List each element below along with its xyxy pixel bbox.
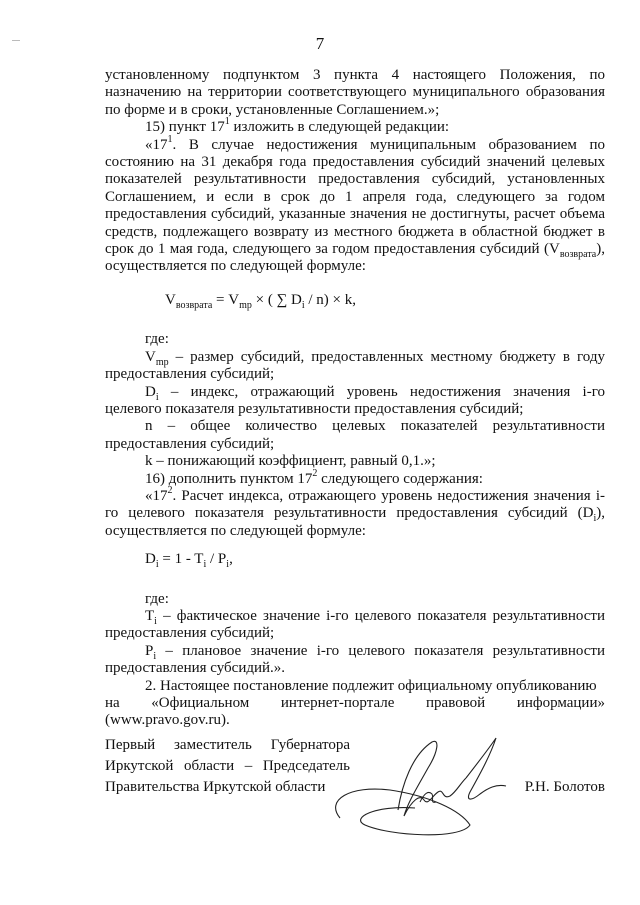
signatory-title	[105, 735, 350, 798]
paragraph-clause-17-1: «$17^1$. В случае недостижения муниципальным образованием по состоянию на 31 декабря года предоставления субсидий значений целевых показателей результативности предоставления субсидий, установленных Соглашением, и если в срок до 1 апреля года, следующего за годом предоставления субсидий, указанные значения не достигнуты, расчет объема средств, подлежащего возврату из местного бюджета в областной бюджет в срок до 1 мая года, следующего за годом предоставления субсидий $(V_{возврата})$, осуществляется по следующей формуле:	[105, 133, 605, 275]
signatory-title-line: Иркутской области – Председатель	[105, 758, 350, 774]
definition-vmp: $V_{mp}$ – размер субсидий, предоставленных местному бюджету в году предоставления субсидий;	[105, 348, 605, 383]
where-label: где:	[145, 331, 169, 348]
definition-ti: $T_i$ – фактическое значение i-го целевого показателя результативности предоставления субсидий;	[105, 607, 605, 642]
signatory-title-line: Первый заместитель Губернатора	[105, 737, 350, 753]
signatory-title-line: Правительства Иркутской области	[105, 779, 326, 795]
handwritten-signature	[320, 730, 520, 840]
paragraph-publication-line3: (www.pravo.gov.ru).	[105, 712, 230, 729]
definition-pi: $P_i$ – плановое значение i-го целевого показателя результативности предоставления субсидий.».	[105, 642, 605, 677]
paragraph-publication: 2. Настоящее постановление подлежит официальному опубликованию	[145, 677, 597, 694]
definition-k: k – понижающий коэффициент, равный 0,1.»;	[145, 453, 436, 470]
where-label: где:	[145, 590, 169, 607]
definition-di: $D_i$ – индекс, отражающий уровень недостижения значения i-го целевого показателя результативности предоставления субсидий;	[105, 383, 605, 417]
paragraph-continuation: установленному подпунктом 3 пункта 4 настоящего Положения, по назначению на территории соответствующего муниципального образования по форме и в сроки, установленные Соглашением.»;	[105, 67, 605, 118]
signatory-name: Р.Н. Болотов	[524, 779, 605, 795]
paragraph-item-16: 16) дополнить пунктом $17^2$ следующего содержания:	[145, 467, 483, 487]
formula-refund: $V_{возврата} = V_{mp}$ × ( ∑ $D_i / n) \times k$,	[165, 291, 356, 311]
page-number: 7	[315, 34, 325, 53]
formula-index: $D_i = 1 - T_i / P_i$,	[145, 551, 233, 571]
paragraph-item-15: 15) пункт $17^1$ изложить в следующей редакции:	[145, 116, 450, 136]
paragraph-publication-line2: на «Официальном интернет-портале правовой информации»	[105, 695, 605, 711]
definition-n: n – общее количество целевых показателей результативности предоставления субсидий;	[105, 418, 605, 452]
paragraph-clause-17-2: «$17^2$. Расчет индекса, отражающего уровень недостижения значения i-го целевого показателя результативности предоставления субсидий $(D_i)$, осуществляется по следующей формуле:	[105, 484, 605, 539]
document-body	[105, 67, 605, 730]
